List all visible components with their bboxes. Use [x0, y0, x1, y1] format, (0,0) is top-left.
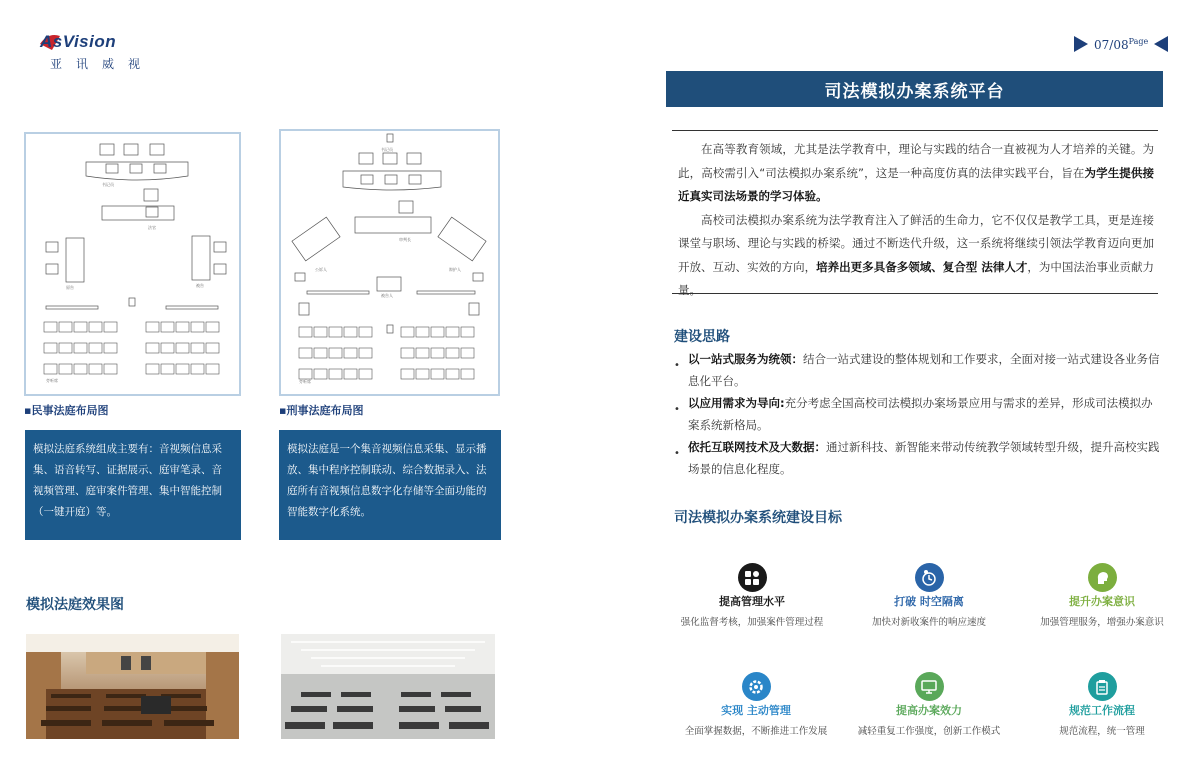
criminal-court-floorplan: [279, 129, 500, 396]
courtroom-modern-image: [281, 634, 495, 739]
bullet-dot-icon: •: [674, 360, 680, 371]
goal-title: 打破 时空隔离: [894, 595, 964, 608]
clipboard-icon: [1088, 672, 1117, 701]
criminal-floorplan-caption: ▪刑事法庭布局图: [279, 404, 364, 417]
criminal-floorplan-drawing: [281, 131, 498, 394]
goal-title: 提升办案意识: [1069, 595, 1135, 608]
svg-text:旁听席: 旁听席: [299, 379, 311, 384]
goal-desc: 加强管理服务，增强办案意识: [1040, 617, 1164, 628]
build-ideas-title: 建设思路: [674, 329, 730, 345]
svg-text:公诉人: 公诉人: [315, 267, 327, 272]
intro-paragraph-2: 高校司法模拟办案系统为法学教育注入了鲜活的生命力，它不仅仅是教学工具，更是连接课堂与职场、理论与实践的桥梁。通过不断迭代升级，这一系统将继续引领法学教育迈向更加开放、互动、实效的方向，培养出更多具备多领域、复合型 法律人才，为中国法治事业贡献力量。: [678, 212, 1154, 297]
goal-item-5: [844, 672, 1014, 737]
goal-desc: 加快对新收案件的响应速度: [871, 617, 986, 628]
page-indicator: [1074, 34, 1168, 54]
goal-title: 规范工作流程: [1069, 704, 1135, 717]
civil-description: 模拟法庭系统组成主要有：音视频信息采集、语音转写、证据展示、庭审笔录、音视频管理、庭审案件管理、集中智能控制（一键开庭）等。: [25, 430, 241, 540]
goals-title: 司法模拟办案系统建设目标: [674, 510, 842, 526]
svg-text:被告: 被告: [196, 283, 204, 288]
platform-banner-title: 司法模拟办案系统平台: [666, 71, 1163, 107]
list-item: • 以应用需求为导向:充分考虑全国高校司法模拟办案场景应用与需求的差异，形成司法模拟办案系统新格局。: [674, 396, 1153, 432]
grid-icon: [738, 563, 767, 592]
goal-item-4: [671, 672, 841, 737]
goal-desc: 强化监督考核，加强案件管理过程: [680, 617, 824, 628]
gear-icon: [742, 672, 771, 701]
goal-item-3: [1017, 563, 1187, 628]
list-item: • 依托互联网技术及大数据：通过新科技、新智能来带动传统教学领域转型升级，提升高校实践场景的信息化程度。: [674, 440, 1160, 476]
prev-arrow-icon[interactable]: [1154, 36, 1168, 52]
intro-paragraph-1: 在高等教育领域，尤其是法学教育中，理论与实践的结合一直被视为人才培养的关键。为此，高校需引入“司法模拟办案系统”，这是一种高度仿真的法律实践平台，旨在为学生提供接近真实司法场景的学习体验。: [678, 142, 1154, 203]
goal-desc: 减轻重复工作强度，创新工作模式: [857, 726, 1001, 737]
svg-text:原告: 原告: [66, 285, 74, 290]
intro-text: [672, 130, 1158, 297]
monitor-icon: [915, 672, 944, 701]
head-icon: [1088, 563, 1117, 592]
svg-text:法官: 法官: [148, 225, 156, 230]
svg-text:旁听席: 旁听席: [46, 378, 58, 383]
criminal-description: 模拟法庭是一个集音视频信息采集、显示播放、集中程序控制联动、综合数据录入、法庭所有音视频信息数字化存储等全面功能的智能数字化系统。: [279, 430, 501, 540]
goal-desc: 全面掌握数据，不断推进工作发展: [684, 726, 828, 737]
goal-title: 提高办案效力: [896, 704, 962, 717]
logo-text: AsVision: [40, 32, 117, 51]
civil-floorplan-caption: ▪民事法庭布局图: [24, 404, 109, 417]
civil-court-floorplan: [24, 132, 241, 396]
svg-text:被告人: 被告人: [381, 293, 393, 298]
goal-item-2: [844, 563, 1014, 628]
goal-desc: 规范流程，统一管理: [1059, 726, 1145, 737]
svg-text:书记员: 书记员: [381, 147, 393, 152]
logo-chinese: 亚讯威视: [50, 57, 155, 71]
svg-text:辩护人: 辩护人: [449, 267, 461, 272]
goal-title: 提高管理水平: [719, 595, 785, 608]
civil-floorplan-drawing: [26, 134, 239, 394]
goal-item-1: [667, 563, 837, 628]
courtroom-photo-1: [26, 634, 239, 739]
bullet-dot-icon: •: [674, 404, 680, 415]
list-item: • 以一站式服务为统领：结合一站式建设的整体规划和工作要求，全面对接一站式建设各业务信息化平台。: [674, 352, 1160, 388]
svg-text:书记员: 书记员: [102, 182, 114, 187]
next-arrow-icon[interactable]: [1074, 36, 1088, 52]
goal-item-6: [1017, 672, 1187, 737]
svg-text:审判长: 审判长: [399, 237, 411, 242]
courtroom-photo-2: [281, 634, 495, 739]
courtroom-wood-image: [26, 634, 239, 739]
goal-title: 实现 主动管理: [721, 704, 791, 717]
clock-person-icon: [915, 563, 944, 592]
build-ideas-list: [674, 348, 1164, 480]
effect-title: 模拟法庭效果图: [26, 597, 124, 613]
page-number: $07/08^{Page}$: [1094, 36, 1149, 52]
bullet-dot-icon: •: [674, 448, 680, 459]
